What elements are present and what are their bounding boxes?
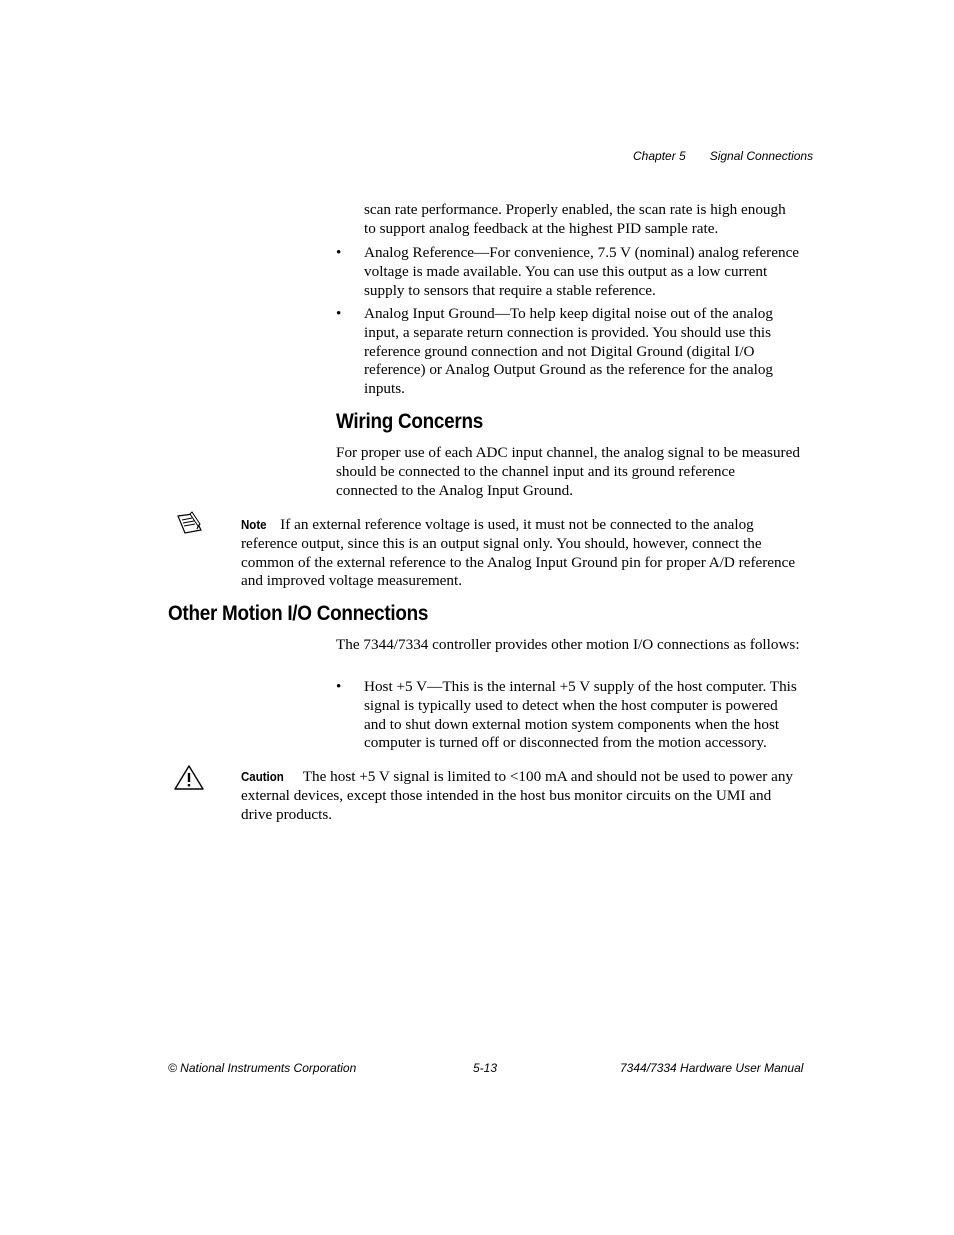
bullet-text: Analog Reference—For convenience, 7.5 V (nominal) analog reference voltage is made available. You can use this output as a low current supply to sensors that require a stable reference. [364, 244, 800, 299]
footer-page-number: 5-13 [473, 1061, 498, 1075]
note-text: If an external reference voltage is used, it must not be connected to the analog reference output, since this is an output signal only. You should, however, connect the common of the external reference to the Analog Input Ground pin for proper A/D reference and improved voltage measurement. [241, 516, 796, 590]
bullet-marker: • [336, 305, 342, 322]
header-section: Signal Connections [709, 149, 814, 163]
bullet-marker: • [336, 678, 342, 695]
footer-manual-title: 7344/7334 Hardware User Manual [620, 1061, 804, 1075]
bullet-analog-input-ground [336, 305, 800, 399]
wiring-paragraph: For proper use of each ADC input channel, the analog signal to be measured should be connected to the channel input and its ground reference connected to the Analog Input Ground. [336, 444, 800, 499]
caution-label: Caution [241, 770, 284, 784]
bullet-marker: • [336, 244, 342, 261]
header-chapter: Chapter 5 [633, 149, 686, 163]
caution-text: The host +5 V signal is limited to <100 mA and should not be used to power any external devices, except those intended in the host bus monitor circuits on the UMI and drive products. [241, 768, 794, 823]
bullet-text: Host +5 V—This is the internal +5 V supply of the host computer. This signal is typically used to detect when the host computer is powered and to shut down external motion system components when the host computer is turned off or disconnected from the motion accessory. [364, 678, 797, 752]
running-header [633, 149, 813, 163]
bullet-host-5v [336, 678, 800, 753]
other-paragraph: The 7344/7334 controller provides other motion I/O connections as follows: [336, 636, 800, 653]
caution-block [241, 768, 801, 824]
note-label: Note [241, 518, 267, 532]
bullet-analog-reference [336, 244, 800, 300]
heading-wiring-concerns: Wiring Concerns [336, 410, 483, 433]
continued-paragraph: scan rate performance. Properly enabled, the scan rate is high enough to support analog feedback at the highest PID sample rate. [364, 201, 786, 237]
note-icon [175, 510, 205, 536]
caution-icon [173, 764, 205, 792]
note-block [241, 516, 801, 591]
footer-copyright: © National Instruments Corporation [168, 1061, 357, 1075]
heading-other-motion-io: Other Motion I/O Connections [168, 602, 429, 625]
bullet-text: Analog Input Ground—To help keep digital noise out of the analog input, a separate return connection is provided. You should use this reference ground connection and not Digital Ground (digital I/O reference) or Analog Output Ground as the reference for the analog inputs. [364, 305, 774, 398]
